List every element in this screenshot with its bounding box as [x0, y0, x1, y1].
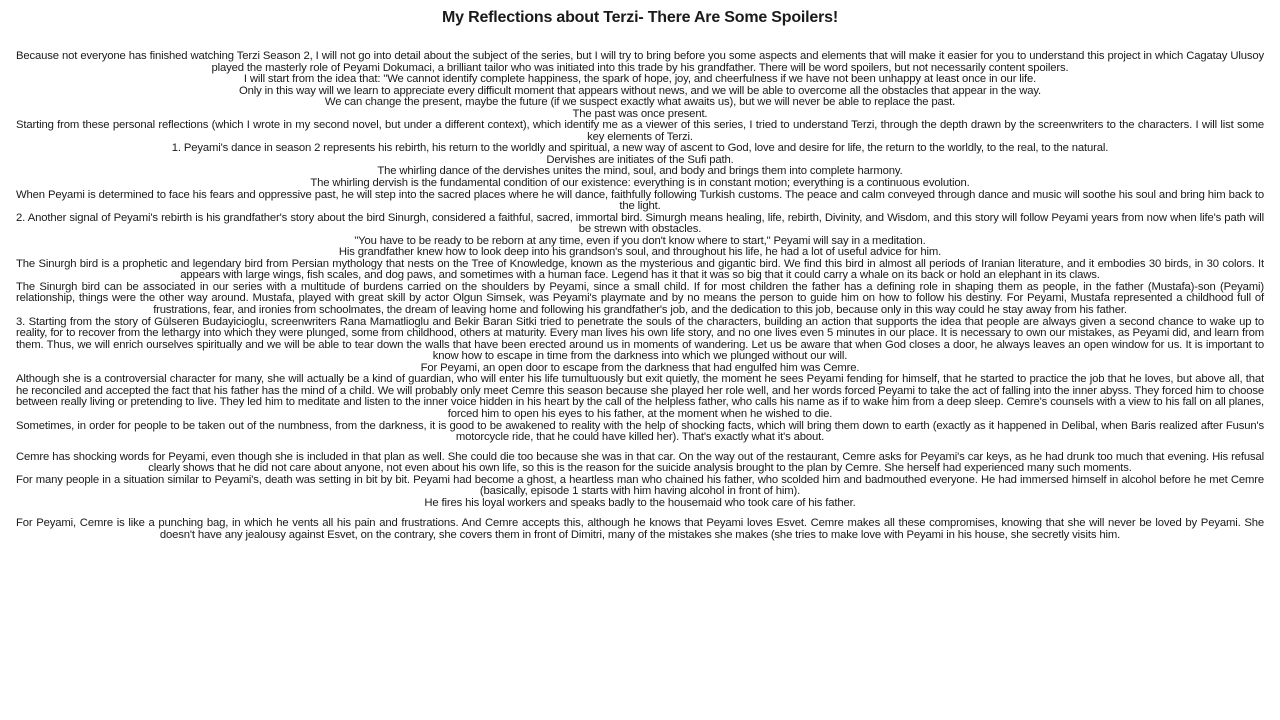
article-body [16, 51, 1264, 541]
paragraph: We can change the present, maybe the future (if we suspect exactly what awaits us), but we will never be able to replace the past. [324, 96, 956, 109]
paragraph: I will start from the idea that: "We cannot identify complete happiness, the spark of hope, joy, and cheerfulness if we have not been unhappy at least once in our life. [243, 73, 1037, 86]
paragraph: Although she is a controversial character for many, she will actually be a kind of guardian, who will enter his life tumultuously but exit quietly, the moment he sees Peyami fending for himself, that he started to practice the job that he loves, but above all, that he reconciled and accepted the fact that his father has the mind of a child. We will probably only meet Cemre this season because she played her role well, and her words forced Peyami to take the act of falling into the inner abyss. They forced him to choose between really living or pretending to live. They led him to meditate and listen to the inner voice hidden in his heart by the call of the helpless father, who calls his name as if to wake him from a deep sleep. Cemre's counsels with a view to his fall on all planes, forced him to open his eyes to his father, at the moment when he wished to die. [16, 373, 1264, 420]
paragraph: He fires his loyal workers and speaks badly to the housemaid who took care of his father. [424, 496, 856, 509]
paragraph: For Peyami, Cemre is like a punching bag, in which he vents all his pain and frustrations. And Cemre accepts this, although he knows that Peyami loves Esvet. Cemre makes all these compromises, knowing that she will never be loved by Peyami. She doesn't have any jealousy against Esvet, on the contrary, she covers them in front of Dimitri, many of the mistakes she makes (she tries to make love with Peyami in his house, she secretly visits him. [16, 517, 1264, 541]
paragraph: The Sinurgh bird can be associated in our series with a multitude of burdens carried on the shoulders by Peyami, since a small child. If for most children the father has a defining role in shaping them as people, in the father (Mustafa)-son (Peyami) relationship, things were the other way around. Mustafa, played with great skill by actor Olgun Simsek, was Peyami's playmate and by no means the person to guide him on how to follow his destiny. For Peyami, Mustafa represented a childhood full of frustrations, fear, and ironies from schoolmates, the dream of leaving home and following his grandfather's job, and the dedication to this job, because only in this way could he stay away from his father. [16, 280, 1264, 317]
paragraph: Cemre has shocking words for Peyami, even though she is included in that plan as well. She could die too because she was in that car. On the way out of the restaurant, Cemre asks for Peyami's car keys, as he had drunk too much that evening. His refusal clearly shows that he did not care about anyone, not even about his own life, so this is the reason for the suicide analysis brought to the plan by Cemre. She herself had experienced many such moments. [16, 450, 1264, 475]
paragraph: Dervishes are initiates of the Sufi path. [546, 153, 734, 166]
paragraph: For many people in a situation similar to Peyami's, death was setting in bit by bit. Peyami had become a ghost, a heartless man who chained his father, who scolded him and badmouthed everyone. He had immersed himself in alcohol before he met Cemre (basically, episode 1 starts with him having alcohol in front of him). [16, 473, 1264, 498]
paragraph: When Peyami is determined to face his fears and oppressive past, he will step into the sacred places where he will dance, faithfully following Turkish customs. The peace and calm conveyed through dance and music will soothe his soul and bring him back to the light. [16, 188, 1264, 213]
paragraph: For Peyami, an open door to escape from the darkness that had engulfed him was Cemre. [420, 361, 860, 374]
paragraph: The past was once present. [572, 107, 708, 120]
paragraph: The whirling dance of the dervishes unites the mind, soul, and body and brings them into complete harmony. [377, 165, 903, 178]
paragraph: 1. Peyami's dance in season 2 represents his rebirth, his return to the worldly and spiritual, a new way of ascent to God, love and desire for life, the return to the worldly, to the real, to the natural. [171, 142, 1109, 155]
paragraph: Starting from these personal reflections (which I wrote in my second novel, but under a different context), which identify me as a viewer of this series, I tried to understand Terzi, through the depth drawn by the screenwriters to the characters. I will list some key elements of Terzi. [16, 119, 1264, 143]
paragraph: The whirling dervish is the fundamental condition of our existence: everything is in constant motion; everything is a continuous evolution. [310, 177, 970, 190]
paragraph: 2. Another signal of Peyami's rebirth is his grandfather's story about the bird Sinurgh, considered a faithful, sacred, immortal bird. Simurgh means healing, life, rebirth, Divinity, and Wisdom, and this story will follow Peyami years from now when life's path will be strewn with obstacles. [16, 211, 1264, 236]
paragraph: 3. Starting from the story of Gülseren Budayicioglu, screenwriters Rana Mamatlioglu and Bekir Baran Sitki tried to penetrate the souls of the characters, building an action that supports the idea that people are always given a second chance to wake up to reality, for to recover from the lethargy into which they were plunged, some from childhood, others at maturity. Every man lives his own life story, and no one lives even 5 minutes in our place. It is necessary to own our mistakes, as Peyami did, and learn from them. Thus, we will enrich ourselves spiritually and we will be able to tear down the walls that have been erected around us in moments of wandering. Let us be aware that when God closes a door, he always leaves an open window for us. It is important to know how to escape in time from the darkness into which we plunged without our will. [16, 315, 1264, 363]
paragraph: His grandfather knew how to look deep into his grandson's soul, and throughout his life, he had a lot of useful advice for him. [338, 246, 942, 259]
page-title: My Reflections about Terzi- There Are Some Spoilers! [442, 9, 838, 26]
paragraph: Sometimes, in order for people to be taken out of the numbness, from the darkness, it is good to be awakened to reality with the help of shocking facts, which will bring them down to earth (exactly as it happened in Delibal, when Baris realized after Fusun's motorcycle ride, that he could have killed her). That's exactly what it's about. [16, 419, 1264, 444]
paragraph: The Sinurgh bird is a prophetic and legendary bird from Persian mythology that nests on the Tree of Knowledge, known as the mysterious and gigantic bird. We find this bird in almost all periods of Iranian literature, and it embodies 30 birds, in 30 colors. It appears with large wings, fish scales, and dog paws, and sometimes with a human face. Legend has it that it was so big that it could carry a whale on its back or hold an elephant in its claws. [16, 257, 1264, 282]
paragraph: Because not everyone has finished watching Terzi Season 2, I will not go into detail about the subject of the series, but I will try to bring before you some aspects and elements that will make it easier for you to understand this project in which Cagatay Ulusoy played the masterly role of Peyami Dokumaci, a brilliant tailor who was initiated into this trade by his grandfather. There will be word spoilers, but not necessarily content spoilers. [16, 50, 1264, 74]
paragraph: "You have to be ready to be reborn at any time, even if you don't know where to start," Peyami will say in a meditation. [354, 234, 926, 247]
paragraph: Only in this way will we learn to appreciate every difficult moment that appears without news, and we will be able to overcome all the obstacles that appear in the way. [239, 84, 1041, 97]
